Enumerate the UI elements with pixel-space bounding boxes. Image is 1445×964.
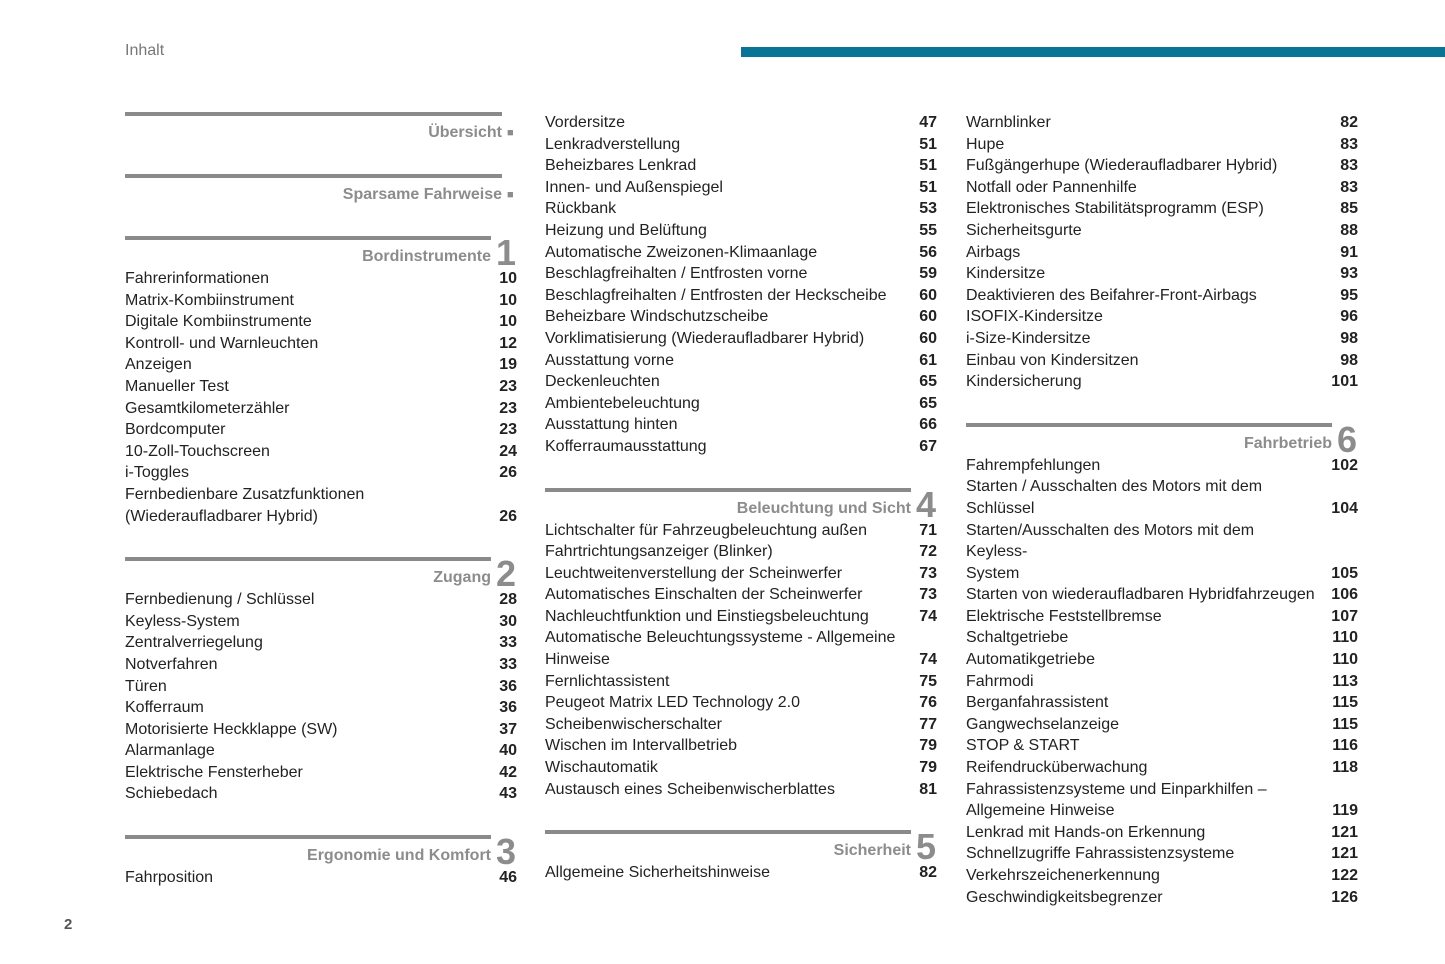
toc-entry-title: Automatikgetriebe [966,651,1095,669]
section-sicherheit [545,826,937,884]
section-zugang [125,553,517,805]
toc-entry-title: Ausstattung vorne [545,351,674,369]
toc-entry[interactable] [125,611,517,633]
toc-entry-title: Schlüssel [966,499,1035,517]
toc-entry-page: 106 [1331,586,1358,604]
toc-entry[interactable] [125,311,517,333]
toc-entry-page: 42 [499,763,517,781]
toc-entry-page: 46 [499,869,517,887]
toc-entry-page: 98 [1340,329,1358,347]
toc-entry-page: 59 [919,265,937,283]
toc-entry-page: 43 [499,785,517,803]
section-title: Sicherheit [833,842,911,860]
toc-entry-page: 72 [919,543,937,561]
toc-entry[interactable] [545,285,937,307]
toc-entry[interactable] [125,762,517,784]
toc-entry[interactable] [545,328,937,350]
toc-entry[interactable] [125,376,517,398]
toc-entry-page: 95 [1340,286,1358,304]
toc-entry[interactable] [125,676,517,698]
toc-entry[interactable] [966,242,1358,264]
toc-entry[interactable] [545,112,937,134]
toc-entry-page: 51 [919,135,937,153]
toc-entry[interactable] [966,328,1358,350]
chapter-number: 1 [495,232,517,273]
toc-entry-title: Lenkrad mit Hands-on Erkennung [966,823,1206,841]
toc-entry-page: 24 [499,442,517,460]
toc-entry-title: Kindersicherung [966,373,1082,391]
toc-entry-title: Verkehrszeichenerkennung [966,867,1160,884]
toc-entry-page: 28 [499,591,517,609]
toc-entry[interactable] [125,441,517,463]
toc-entry[interactable] [966,371,1358,393]
toc-entry-title: Airbags [966,243,1021,261]
toc-entry-title: Lichtschalter für Fahrzeugbeleuchtung außen [545,521,867,539]
toc-entry-page: 113 [1332,672,1358,690]
toc-entry-title: Schiebedach [125,785,218,803]
toc-entry-page: 121 [1331,845,1358,863]
toc-entry-title: Vorklimatisierung (Wiederaufladbarer Hybrid) [545,329,865,347]
entry-list [966,455,1358,908]
toc-entry-title: Bordcomputer [125,421,226,439]
toc-entry[interactable] [966,350,1358,372]
toc-entry-page: 73 [919,564,937,582]
toc-column-1 [125,112,517,889]
toc-entry[interactable] [545,220,937,242]
toc-entry[interactable] [125,354,517,376]
toc-entry[interactable] [966,155,1358,177]
toc-entry-page: 77 [919,715,937,733]
toc-entry-title: Beschlagfreihalten / Entfrosten vorne [545,265,808,283]
toc-entry[interactable] [966,692,1358,714]
toc-entry[interactable] [966,779,1358,801]
toc-entry[interactable] [125,398,517,420]
toc-entry-title: Automatische Beleuchtungssysteme - Allgemeine [545,629,896,647]
section-sparsam[interactable] [125,174,517,206]
section-title: Beleuchtung und Sicht [736,499,911,517]
toc-entry[interactable] [966,843,1358,865]
toc-entry[interactable] [966,563,1358,585]
section-title: Sparsame Fahrweise [342,186,502,203]
toc-entry-title: Geschwindigkeitsbegrenzer [966,888,1163,906]
toc-entry-page: 36 [499,677,517,695]
toc-entry-page: 12 [499,334,517,352]
toc-entry-page: 83 [1340,135,1358,153]
toc-entry[interactable] [545,263,937,285]
toc-entry[interactable] [966,649,1358,671]
toc-entry[interactable] [966,800,1358,822]
toc-entry-title: Türen [125,677,167,695]
toc-entry[interactable] [545,155,937,177]
toc-entry-page: 105 [1331,564,1358,582]
toc-entry-title: Beheizbares Lenkrad [545,157,697,175]
toc-entry-page: 115 [1332,694,1358,712]
toc-entry[interactable] [545,242,937,264]
toc-entry-page: 110 [1332,651,1358,669]
toc-entry[interactable] [966,714,1358,736]
toc-entry-title: Fahrposition [125,869,214,887]
entry-list [125,268,517,527]
toc-entry-title: Allgemeine Sicherheitshinweise [545,864,771,882]
toc-entry-page: 51 [919,178,937,196]
section-title: Bordinstrumente [362,248,491,265]
toc-entry-page: 55 [919,221,937,239]
toc-entry-page: 23 [499,421,517,439]
toc-entry-page: 74 [919,607,937,625]
page-header-title: Inhalt [125,42,165,59]
toc-entry-title: Starten/Ausschalten des Motors mit dem Keyless- [966,521,1255,561]
toc-entry-page: 73 [919,586,937,604]
toc-entry[interactable] [966,887,1358,909]
toc-entry[interactable] [125,783,517,805]
toc-entry-title: Keyless-System [125,612,240,630]
toc-entry-page: 51 [919,157,937,175]
toc-entry[interactable] [545,134,937,156]
toc-entry-title: Beschlagfreihalten / Entfrosten der Heckscheibe [545,286,887,304]
section-bordinstrumente [125,232,517,527]
toc-entry-title: 10-Zoll-Touchscreen [125,442,270,460]
toc-entry-title: Wischen im Intervallbetrieb [545,737,738,755]
toc-entry-title: Gangwechselanzeige [966,715,1119,733]
toc-entry-title: Kofferraumausstattung [545,437,707,455]
toc-entry-title: Peugeot Matrix LED Technology 2.0 [545,694,800,712]
toc-entry-title: Deaktivieren des Beifahrer-Front-Airbags [966,286,1257,304]
section-heading[interactable] [125,553,517,595]
toc-entry-title: Ambientebeleuchtung [545,394,700,412]
toc-entry[interactable] [125,867,517,889]
toc-entry-page: 79 [919,737,937,755]
toc-entry-page: 88 [1340,221,1358,239]
toc-entry-title: Ausstattung hinten [545,416,678,434]
toc-entry-page: 110 [1332,629,1358,647]
toc-entry-title: Elektrische Fensterheber [125,763,303,781]
toc-entry-title: Elektronisches Stabilitätsprogramm (ESP) [966,200,1264,218]
toc-entry[interactable] [125,740,517,762]
toc-entry-page: 60 [919,286,937,304]
entry-list [545,520,937,801]
toc-entry-page: 82 [1340,114,1358,131]
toc-entry[interactable] [545,436,937,458]
toc-entry-title: Fahrerinformationen [125,270,270,287]
square-bullet-icon: ■ [507,127,514,139]
toc-entry-page: 36 [499,699,517,717]
toc-entry-title: Fahrassistenzsysteme und Einparkhilfen – [966,780,1267,798]
toc-entry[interactable] [545,177,937,199]
toc-entry-title: i-Toggles [125,464,190,482]
toc-entry-page: 37 [499,720,517,738]
toc-entry-title: Schaltgetriebe [966,629,1069,647]
toc-entry-title: Vordersitze [545,114,626,131]
entry-list [966,112,1358,393]
toc-entry-page: 82 [919,864,937,882]
toc-entry[interactable] [545,350,937,372]
toc-entry-title: Leuchtweitenverstellung der Scheinwerfer [545,564,843,582]
toc-entry-page: 115 [1332,715,1358,733]
toc-entry[interactable] [966,306,1358,328]
toc-entry[interactable] [545,414,937,436]
toc-entry-page: 102 [1331,456,1358,474]
toc-entry[interactable] [545,371,937,393]
section-heading[interactable] [545,483,937,525]
toc-entry-title: ISOFIX-Kindersitze [966,308,1103,326]
chapter-number: 2 [495,553,517,595]
toc-entry-title: Schnellzugriffe Fahrassistenzsysteme [966,845,1235,863]
entry-list [125,589,517,805]
toc-entry-title: Elektrische Feststellbremse [966,607,1162,625]
toc-entry-page: 107 [1331,607,1358,625]
toc-entry-page: 65 [919,394,937,412]
section-beleuchtung [545,483,937,801]
section-uebersicht[interactable] [125,112,517,144]
toc-entry[interactable] [125,719,517,741]
toc-entry-page: 47 [919,114,937,131]
toc-entry-title: Deckenleuchten [545,373,660,391]
toc-entry-page: 66 [919,416,937,434]
toc-entry-title: Heizung und Belüftung [545,221,707,239]
toc-entry[interactable] [125,484,517,506]
toc-entry-title: Zentralverriegelung [125,634,263,652]
toc-entry[interactable] [966,735,1358,757]
toc-entry-title: Warnblinker [966,114,1051,131]
toc-entry[interactable] [545,606,937,628]
toc-entry-title: Kindersitze [966,265,1046,283]
toc-entry[interactable] [966,112,1358,134]
toc-entry[interactable] [125,506,517,528]
toc-entry-title: Reifendrucküberwachung [966,759,1148,777]
toc-entry[interactable] [966,865,1358,887]
toc-entry[interactable] [545,649,937,671]
section-heading [125,114,517,144]
toc-entry-title: Austausch eines Scheibenwischerblattes [545,780,835,798]
section-title: Ergonomie und Komfort [307,847,491,865]
toc-entry-page: 67 [919,437,937,455]
toc-entry-page: 10 [499,313,517,331]
toc-entry-title: Nachleuchtfunktion und Einstiegsbeleuchtung [545,607,869,625]
toc-entry[interactable] [545,306,937,328]
toc-entry-title: i-Size-Kindersitze [966,329,1091,347]
section-title: Fahrbetrieb [1243,434,1332,452]
toc-entry[interactable] [966,455,1358,477]
toc-entry[interactable] [545,692,937,714]
toc-entry-page: 33 [499,655,517,673]
toc-entry[interactable] [545,862,937,884]
toc-entry-title: Fernbedienung / Schlüssel [125,591,315,609]
toc-entry-title: Automatisches Einschalten der Scheinwerfer [545,586,863,604]
chapter-number: 6 [1336,418,1358,460]
toc-entry-page: 40 [499,742,517,760]
toc-entry[interactable] [545,671,937,693]
toc-entry-page: 19 [499,356,517,374]
toc-entry-title: Hinweise [545,651,610,669]
toc-entry[interactable] [125,419,517,441]
section-title: Zugang [433,569,491,587]
toc-entry-title: Fahrempfehlungen [966,456,1101,474]
toc-entry-title: Fernbedienbare Zusatzfunktionen [125,485,365,503]
toc-entry-title: Kontroll- und Warnleuchten [125,334,319,352]
section-title: Übersicht [428,124,502,141]
toc-entry-title: Fahrtrichtungsanzeiger (Blinker) [545,543,773,561]
toc-entry-page: 98 [1340,351,1358,369]
entry-list [125,867,517,889]
toc-entry-title: Manueller Test [125,377,229,395]
toc-entry-page: 85 [1340,200,1358,218]
toc-entry[interactable] [966,627,1358,649]
chapter-number: 5 [915,826,937,868]
toc-entry-title: Notfall oder Pannenhilfe [966,178,1137,196]
toc-entry-page: 60 [919,308,937,326]
entry-list [545,112,937,458]
toc-entry-page: 60 [919,329,937,347]
toc-entry-title: Digitale Kombiinstrumente [125,313,312,331]
toc-entry-page: 104 [1331,499,1358,517]
toc-entry[interactable] [966,520,1358,563]
section-fahrbetrieb [966,418,1358,908]
toc-entry[interactable] [966,498,1358,520]
toc-entry-title: Innen- und Außenspiegel [545,178,723,196]
toc-entry[interactable] [545,563,937,585]
toc-entry-page: 26 [499,507,517,525]
toc-entry[interactable] [545,584,937,606]
toc-entry[interactable] [966,177,1358,199]
toc-entry-page: 71 [919,521,937,539]
toc-entry[interactable] [545,198,937,220]
toc-entry[interactable] [966,198,1358,220]
toc-entry[interactable] [545,735,937,757]
toc-entry-page: 74 [919,651,937,669]
toc-entry[interactable] [966,263,1358,285]
toc-entry-page: 122 [1331,867,1358,884]
toc-entry-title: Motorisierte Heckklappe (SW) [125,720,338,738]
toc-entry-page: 65 [919,373,937,391]
toc-entry-title: Gesamtkilometerzähler [125,399,290,417]
toc-entry-page: 121 [1331,823,1358,841]
toc-entry-page: 81 [919,780,937,798]
toc-entry[interactable] [966,606,1358,628]
toc-entry[interactable] [125,268,517,290]
toc-entry-title: Alarmanlage [125,742,215,760]
toc-entry[interactable] [125,589,517,611]
toc-entry-page: 61 [919,351,937,369]
toc-entry-title: Scheibenwischerschalter [545,715,722,733]
toc-entry[interactable] [545,393,937,415]
page-number: 2 [64,916,73,933]
toc-entry-title: Wischautomatik [545,759,658,777]
toc-entry-title: Allgemeine Hinweise [966,802,1115,820]
chapter-number: 3 [495,831,517,873]
toc-entry-title: Kofferraum [125,699,204,717]
toc-entry-page: 119 [1332,802,1358,820]
toc-entry-page: 76 [919,694,937,712]
toc-entry-title: Beheizbare Windschutzscheibe [545,308,769,326]
toc-entry-page: 33 [499,634,517,652]
toc-entry[interactable] [966,476,1358,498]
toc-entry-page: 56 [919,243,937,261]
toc-entry-page: 75 [919,672,937,690]
toc-entry-title: Anzeigen [125,356,192,374]
toc-column-2 [545,112,937,884]
toc-entry-title: Fernlichtassistent [545,672,670,690]
toc-entry[interactable] [966,822,1358,844]
toc-entry[interactable] [966,671,1358,693]
toc-entry-title: Starten / Ausschalten des Motors mit dem [966,478,1263,496]
toc-entry-title: (Wiederaufladbarer Hybrid) [125,507,318,525]
toc-entry-page: 116 [1332,737,1358,755]
toc-entry-title: Fußgängerhupe (Wiederaufladbarer Hybrid) [966,157,1278,175]
toc-entry[interactable] [966,285,1358,307]
toc-entry[interactable] [125,697,517,719]
toc-entry-title: Berganfahrassistent [966,694,1109,712]
toc-entry[interactable] [966,220,1358,242]
toc-entry-title: System [966,564,1020,582]
toc-entry[interactable] [545,757,937,779]
toc-entry-page: 126 [1331,888,1358,906]
toc-entry-page: 53 [919,200,937,218]
toc-entry-title: Fahrmodi [966,672,1034,690]
toc-entry[interactable] [966,584,1358,606]
entry-list [545,862,937,884]
toc-entry-page: 83 [1340,178,1358,196]
toc-entry-title: STOP & START [966,737,1080,755]
toc-entry[interactable] [125,632,517,654]
toc-entry-title: Matrix-Kombiinstrument [125,291,294,309]
toc-entry[interactable] [545,714,937,736]
toc-entry[interactable] [125,462,517,484]
section-heading[interactable] [545,826,937,868]
section-heading[interactable] [125,232,517,273]
toc-entry[interactable] [125,333,517,355]
toc-entry[interactable] [545,627,937,649]
chapter-number: 4 [915,483,937,525]
section-heading [125,176,517,206]
square-bullet-icon: ■ [507,189,514,201]
section-heading[interactable] [966,418,1358,460]
toc-entry-page: 93 [1340,265,1358,283]
toc-entry-title: Einbau von Kindersitzen [966,351,1139,369]
toc-entry[interactable] [545,541,937,563]
toc-entry-page: 10 [499,291,517,309]
toc-entry-title: Sicherheitsgurte [966,221,1082,239]
section-ergonomie [125,831,517,889]
toc-entry-page: 10 [499,270,517,287]
toc-entry-page: 91 [1340,243,1358,261]
toc-entry[interactable] [545,520,937,542]
toc-entry-page: 23 [499,377,517,395]
toc-entry[interactable] [545,779,937,801]
toc-entry-title: Automatische Zweizonen-Klimaanlage [545,243,818,261]
toc-column-3 [966,112,1358,908]
toc-entry-title: Rückbank [545,200,617,218]
toc-entry[interactable] [966,134,1358,156]
toc-entry-page: 23 [499,399,517,417]
toc-entry-page: 96 [1340,308,1358,326]
toc-entry-title: Lenkradverstellung [545,135,681,153]
toc-entry[interactable] [125,290,517,312]
header-accent-bar [741,47,1445,57]
toc-entry-title: Hupe [966,135,1005,153]
toc-entry-title: Starten von wiederaufladbaren Hybridfahrzeugen [966,586,1315,604]
toc-entry-page: 30 [499,612,517,630]
toc-entry-page: 83 [1340,157,1358,175]
toc-entry-title: Notverfahren [125,655,218,673]
toc-entry-page: 118 [1332,759,1358,777]
toc-entry-page: 79 [919,759,937,777]
toc-entry[interactable] [125,654,517,676]
toc-entry[interactable] [966,757,1358,779]
section-heading[interactable] [125,831,517,873]
toc-entry-page: 26 [499,464,517,482]
toc-entry-page: 101 [1331,373,1358,391]
